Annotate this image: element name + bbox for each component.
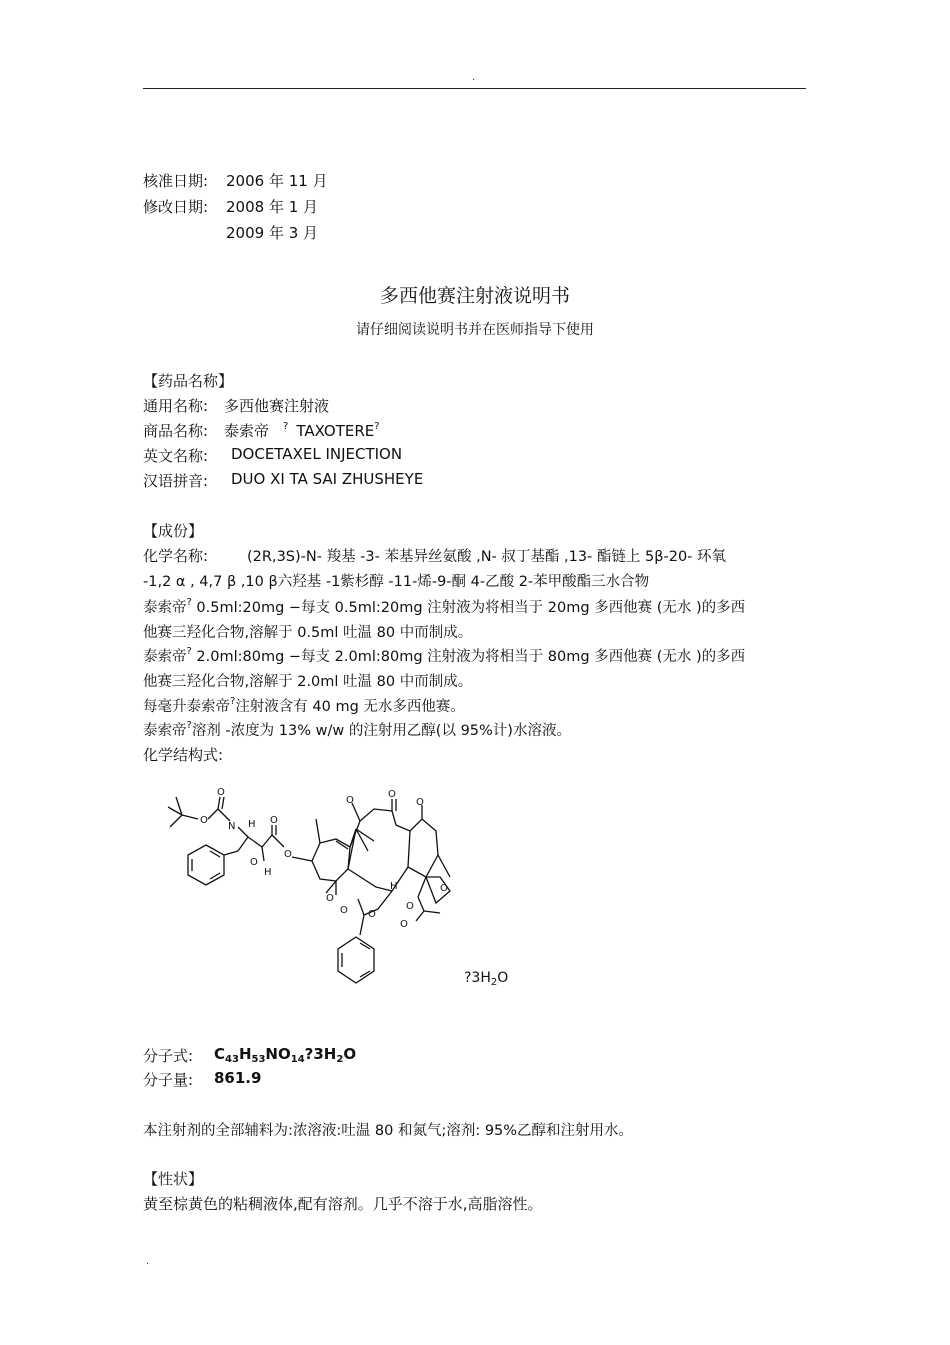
section-heading-composition: 【成份】	[143, 522, 204, 540]
chemical-name-label: 化学名称:	[143, 547, 209, 565]
approval-date-value: 2006 年 11 月	[226, 172, 328, 190]
document-subtitle: 请仔细阅读说明书并在医师指导下使用	[356, 322, 594, 338]
trade-name-en: TAXOTERE	[296, 422, 375, 440]
revision-date-value-1: 2008 年 1 月	[226, 198, 319, 216]
structure-atom-label: O	[400, 919, 408, 930]
composition-paragraph-4: 泰索帝?溶剂 -浓度为 13% w/w 的注射用乙醇(以 95%计)水溶液。	[143, 720, 571, 739]
trade-name-label: 商品名称:	[143, 422, 209, 440]
structure-atom-label: O	[416, 797, 424, 808]
structure-atom-label: O	[388, 789, 396, 800]
structure-atom-label: O	[326, 893, 334, 904]
pinyin-label: 汉语拼音:	[143, 472, 209, 490]
structure-label: 化学结构式:	[143, 746, 224, 764]
chemical-structure-diagram	[160, 785, 540, 1000]
structure-atom-label: O	[406, 901, 414, 912]
english-name-label: 英文名称:	[143, 447, 209, 465]
trademark-symbol: ?	[374, 421, 380, 432]
structure-atom-label: H	[390, 881, 398, 892]
chemical-name-line-2: -1,2 α , 4,7 β ,10 β六羟基 -1紫杉醇 -11-烯-9-酮 4-乙酸 2-苯甲酸酯三水合物	[143, 574, 650, 590]
structure-atom-label: O	[217, 787, 225, 798]
structure-atom-label: O	[284, 849, 292, 860]
hydrate-label: $?3H_2O$	[464, 970, 509, 988]
structure-atom-label: N	[228, 821, 236, 832]
english-name-value: DOCETAXEL INJECTION	[231, 445, 403, 463]
molecular-formula-label: 分子式:	[143, 1047, 194, 1065]
structure-atom-label: O	[368, 909, 376, 920]
structure-atom-label: O	[340, 905, 348, 916]
composition-paragraph-3: 每毫升泰索帝?注射液含有 40 mg 无水多西他赛。	[143, 696, 465, 715]
structure-atom-label: O	[250, 857, 258, 868]
section-heading-drug-name: 【药品名称】	[143, 372, 234, 390]
structure-atom-label: O	[440, 883, 448, 894]
section-heading-appearance: 【性状】	[143, 1170, 204, 1188]
composition-paragraph-1: 泰索帝? 0.5ml:20mg −每支 0.5ml:20mg 注射液为将相当于 20mg 多西他赛 (无水 )的多西	[143, 597, 746, 616]
excipients-text: 本注射剂的全部辅料为:浓溶液:吐温 80 和氮气;溶剂: 95%乙醇和注射用水。	[143, 1123, 634, 1139]
molecular-formula-value: $C_{43}H_{53}NO_{14}?3H_2O$	[214, 1045, 357, 1065]
composition-paragraph-2: 泰索帝? 2.0ml:80mg −每支 2.0ml:80mg 注射液为将相当于 80mg 多西他赛 (无水 )的多西	[143, 646, 746, 665]
composition-paragraph-1-cont: 他赛三羟化合物,溶解于 0.5ml 吐温 80 中而制成。	[143, 625, 473, 641]
structure-atom-label: H	[264, 867, 272, 878]
trade-name-cn: 泰索帝	[224, 422, 270, 440]
structure-atom-label: H	[248, 819, 256, 830]
molecular-weight-label: 分子量:	[143, 1071, 194, 1089]
structure-atom-label: O	[200, 815, 208, 826]
approval-date-label: 核准日期:	[143, 172, 209, 190]
document-title: 多西他赛注射液说明书	[379, 285, 570, 307]
composition-paragraph-2-cont: 他赛三羟化合物,溶解于 2.0ml 吐温 80 中而制成。	[143, 674, 473, 690]
header-dot: .	[472, 72, 476, 83]
generic-name-value: 多西他赛注射液	[224, 397, 330, 415]
revision-date-value-2: 2009 年 3 月	[226, 224, 319, 242]
chemical-name-line-1: (2R,3S)-N- 羧基 -3- 苯基异丝氨酸 ,N- 叔丁基酯 ,13- 酯链上 5β-20- 环氧	[247, 549, 727, 565]
structure-atom-label: O	[346, 795, 354, 806]
molecular-weight-value: 861.9	[214, 1069, 262, 1087]
footer-dot: .	[146, 1256, 150, 1267]
generic-name-label: 通用名称:	[143, 397, 209, 415]
appearance-text: 黄至棕黄色的粘稠液体,配有溶剂。几乎不溶于水,高脂溶性。	[143, 1195, 543, 1213]
structure-atom-label: O	[270, 815, 278, 826]
pinyin-value: DUO XI TA SAI ZHUSHEYE	[231, 470, 424, 488]
revision-date-label: 修改日期:	[143, 198, 209, 216]
header-rule	[143, 88, 806, 89]
trademark-symbol: ?	[283, 421, 289, 432]
trade-name-value	[224, 420, 380, 441]
